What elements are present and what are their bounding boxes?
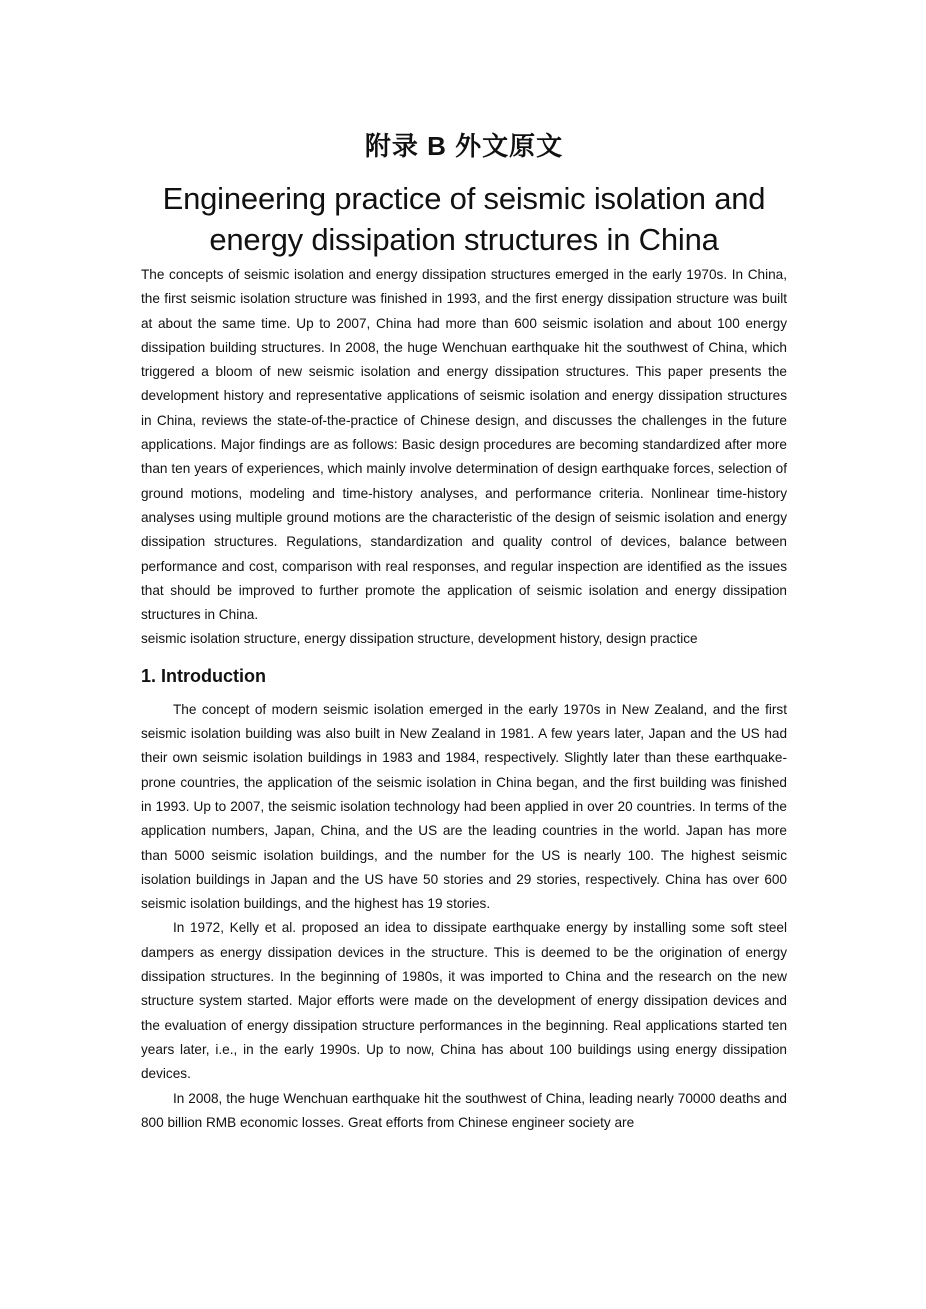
introduction-paragraph-2: In 1972, Kelly et al. proposed an idea to dissipate earthquake energy by installing some soft steel dampers as energy dissipation devices in the structure. This is deemed to be the origination of energy dissipation structures. In the beginning of 1980s, it was imported to China and the research on the new structure system started. Major efforts were made on the development of energy dissipation devices and the evaluation of energy dissipation structure performances in the beginning. Real applications started ten years later, i.e., in the early 1990s. Up to now, China has about 100 buildings using energy dissipation devices. (141, 920, 787, 1082)
paper-title: Engineering practice of seismic isolation and energy dissipation structures in China (162, 181, 766, 257)
introduction-paragraph-3: In 2008, the huge Wenchuan earthquake hit the southwest of China, leading nearly 70000 deaths and 800 billion RMB economic losses. Great efforts from Chinese engineer society are (141, 1090, 787, 1130)
keywords-line: seismic isolation structure, energy dissipation structure, development history, design practice (141, 631, 698, 647)
section-heading-introduction: 1. Introduction (141, 665, 266, 686)
introduction-paragraph-1: The concept of modern seismic isolation emerged in the early 1970s in New Zealand, and the first seismic isolation building was also built in New Zealand in 1981. A few years later, Japan and the US had their own seismic isolation buildings in 1983 and 1984, respectively. Slightly later than these earthquake-prone countries, the application of the seismic isolation in China began, and the first building was finished in 1993. Up to 2007, the seismic isolation technology had been applied in over 20 countries. In terms of the application numbers, Japan, China, and the US are the leading countries in the world. Japan has more than 5000 seismic isolation buildings, and the number for the US is nearly 100. The highest seismic isolation buildings in Japan and the US have 50 stories and 29 stories, respectively. China has over 600 seismic isolation buildings, and the highest has 19 stories. (141, 701, 787, 912)
document-page (141, 128, 787, 1135)
abstract-paragraph: The concepts of seismic isolation and energy dissipation structures emerged in the early 1970s. In China, the first seismic isolation structure was finished in 1993, and the first energy dissipation structure was built at about the same time. Up to 2007, China had more than 600 seismic isolation and about 100 energy dissipation building structures. In 2008, the huge Wenchuan earthquake hit the southwest of China, which triggered a bloom of new seismic isolation and energy dissipation structures. This paper presents the development history and representative applications of seismic isolation and energy dissipation structures in China, reviews the state-of-the-practice of Chinese design, and discusses the challenges in the future applications. Major findings are as follows: Basic design procedures are becoming standardized after more than ten years of experiences, which mainly involve determination of design earthquake forces, selection of ground motions, modeling and time-history analyses, and performance criteria. Nonlinear time-history analyses using multiple ground motions are the characteristic of the design of seismic isolation and energy dissipation structures. Regulations, standardization and quality control of devices, balance between performance and cost, comparison with real responses, and regular inspection are identified as the issues that should be improved to further promote the application of seismic isolation and energy dissipation structures in China. (141, 267, 787, 623)
appendix-title: 附录 B 外文原文 (364, 131, 564, 161)
